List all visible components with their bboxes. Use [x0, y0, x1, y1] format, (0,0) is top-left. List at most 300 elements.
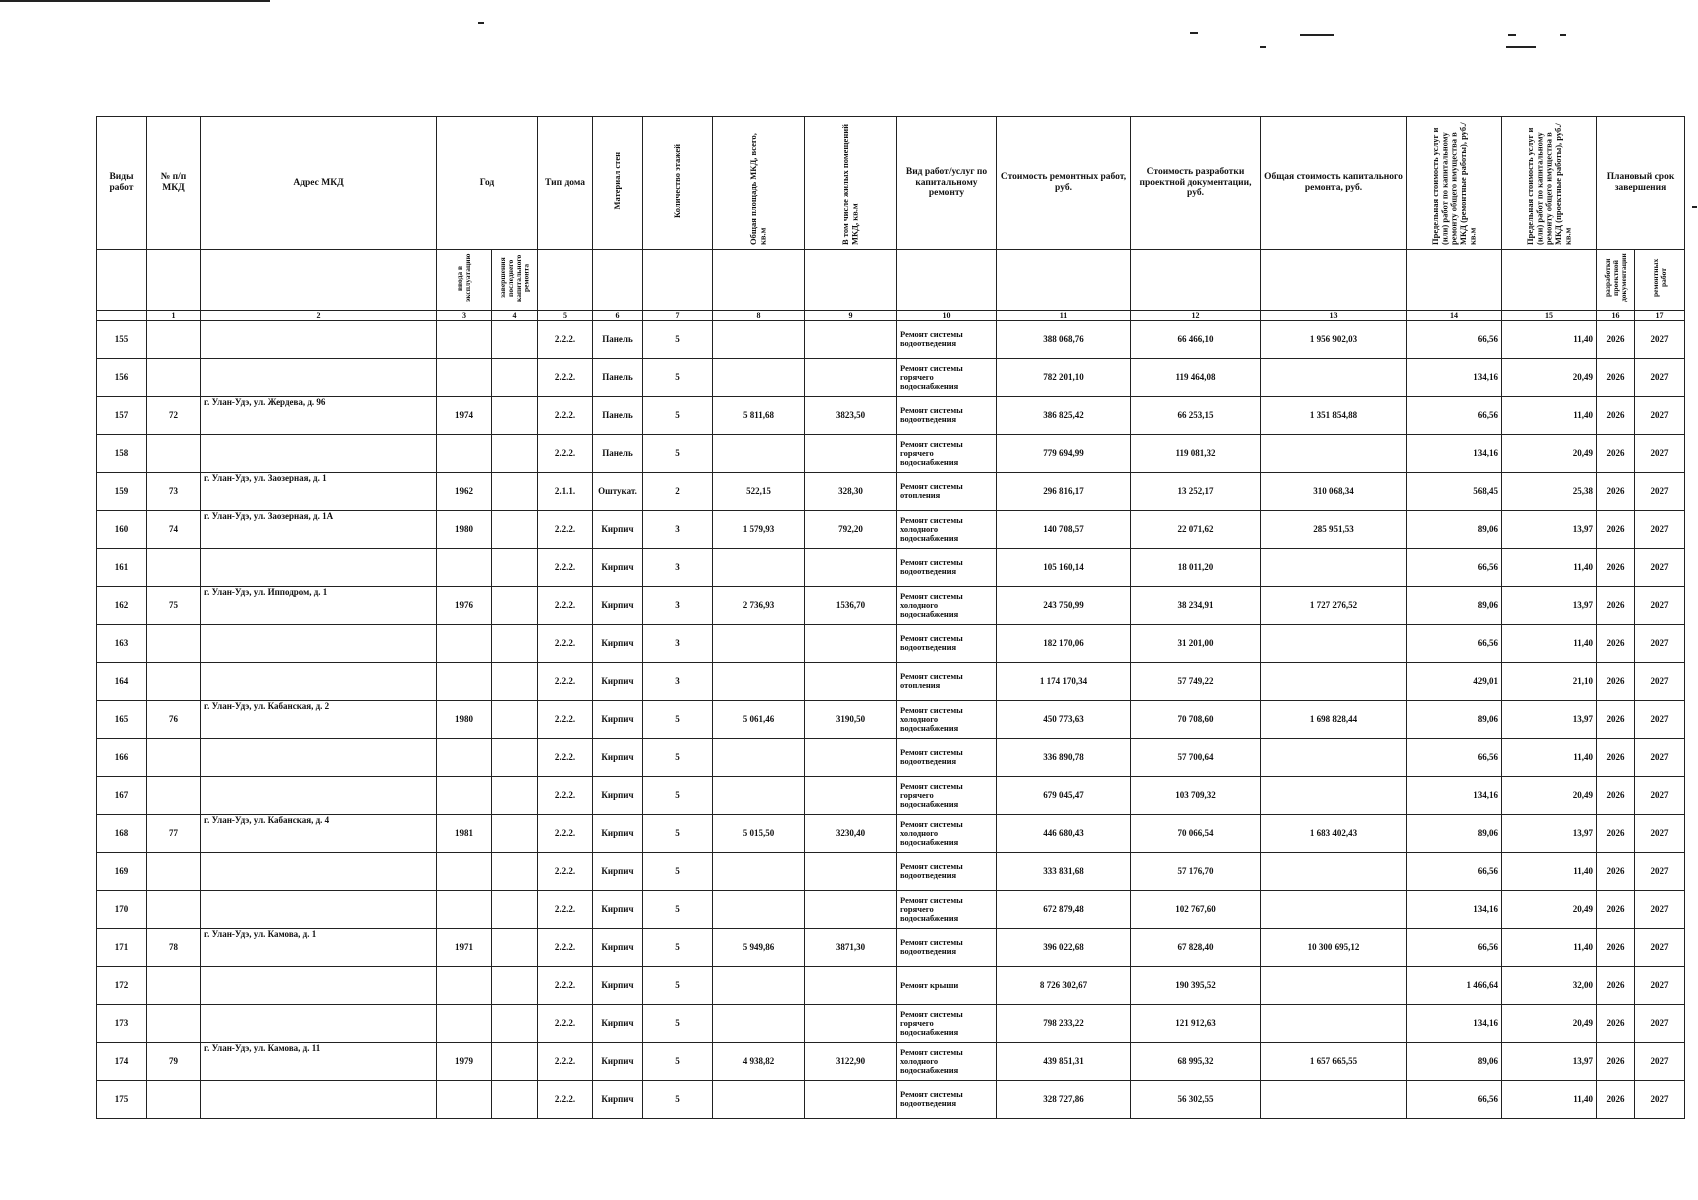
cell-deadline-design: 2026 [1597, 890, 1635, 928]
cell-address [201, 852, 437, 890]
cell-deadline-repair: 2027 [1635, 966, 1685, 1004]
cell-mkd-number [147, 624, 201, 662]
table-row [97, 1042, 1685, 1080]
cell-work-kind: Ремонт системы водоотведения [897, 852, 997, 890]
table-row [97, 738, 1685, 776]
cell-wall-material: Кирпич [593, 966, 643, 1004]
cell-limit-repair: 66,56 [1407, 1080, 1502, 1118]
cell-limit-design: 11,40 [1502, 320, 1597, 358]
cell-year-last-repair [492, 396, 538, 434]
table-row [97, 1080, 1685, 1118]
cell-repair-cost: 388 068,76 [997, 320, 1131, 358]
cell-limit-repair: 66,56 [1407, 738, 1502, 776]
cell-work-kind: Ремонт системы горячего водоснабжения [897, 358, 997, 396]
cell-limit-repair: 89,06 [1407, 586, 1502, 624]
cell-floors: 5 [643, 1004, 713, 1042]
cell-total-area [713, 548, 805, 586]
cell-address [201, 434, 437, 472]
header-deadline-repair: ремонтных работ [1635, 249, 1685, 310]
column-number: 11 [997, 310, 1131, 320]
cell-limit-repair: 66,56 [1407, 320, 1502, 358]
cell-living-area: 1536,70 [805, 586, 897, 624]
cell-mkd-number [147, 966, 201, 1004]
cell-wall-material: Кирпич [593, 548, 643, 586]
cell-total-area [713, 738, 805, 776]
cell-mkd-number [147, 890, 201, 928]
cell-year-last-repair [492, 624, 538, 662]
cell-year-last-repair [492, 320, 538, 358]
header-house-type: Тип дома [538, 117, 593, 250]
cell-limit-repair: 66,56 [1407, 928, 1502, 966]
cell-limit-repair: 134,16 [1407, 358, 1502, 396]
cell-work-kind: Ремонт системы водоотведения [897, 396, 997, 434]
cell-living-area [805, 548, 897, 586]
header-total-cost: Общая стоимость капитального ремонта, руб. [1261, 117, 1407, 250]
scan-mark [1692, 206, 1697, 208]
cell-total-area [713, 1004, 805, 1042]
cell-year-commissioned [437, 738, 492, 776]
header-year-last-repair: завершения последнего капитального ремонта [492, 249, 538, 310]
header-living-area: В том числе жилых помещений МКД, кв.м [805, 117, 897, 250]
cell-wall-material: Кирпич [593, 776, 643, 814]
cell-limit-repair: 89,06 [1407, 814, 1502, 852]
cell-house-type: 2.2.2. [538, 624, 593, 662]
cell-house-type: 2.2.2. [538, 434, 593, 472]
cell-repair-cost: 679 045,47 [997, 776, 1131, 814]
cell-deadline-repair: 2027 [1635, 852, 1685, 890]
cell-work-kind: Ремонт системы горячего водоснабжения [897, 776, 997, 814]
cell-deadline-repair: 2027 [1635, 434, 1685, 472]
cell-deadline-repair: 2027 [1635, 776, 1685, 814]
column-number: 8 [713, 310, 805, 320]
cell-year-commissioned [437, 358, 492, 396]
cell-deadline-design: 2026 [1597, 700, 1635, 738]
cell-total-cost [1261, 738, 1407, 776]
cell-total-cost: 1 727 276,52 [1261, 586, 1407, 624]
table-row [97, 814, 1685, 852]
cell-design-cost: 119 081,32 [1131, 434, 1261, 472]
cell-work-kind: Ремонт системы водоотведения [897, 624, 997, 662]
cell-year-commissioned [437, 662, 492, 700]
cell-floors: 5 [643, 320, 713, 358]
cell-year-last-repair [492, 434, 538, 472]
cell-total-cost [1261, 358, 1407, 396]
cell-work-kind: Ремонт системы холодного водоснабжения [897, 586, 997, 624]
header-work-kind: Вид работ/услуг по капитальному ремонту [897, 117, 997, 250]
cell-year-last-repair [492, 662, 538, 700]
cell-year-last-repair [492, 472, 538, 510]
cell-floors: 5 [643, 700, 713, 738]
cell-design-cost: 103 709,32 [1131, 776, 1261, 814]
cell-deadline-repair: 2027 [1635, 662, 1685, 700]
cell-limit-repair: 134,16 [1407, 434, 1502, 472]
column-number: 13 [1261, 310, 1407, 320]
column-number: 3 [437, 310, 492, 320]
cell-address: г. Улан-Удэ, ул. Кабанская, д. 4 [201, 814, 437, 852]
cell-repair-cost: 8 726 302,67 [997, 966, 1131, 1004]
cell-repair-cost: 1 174 170,34 [997, 662, 1131, 700]
cell-living-area: 792,20 [805, 510, 897, 548]
cell-row-number: 173 [97, 1004, 147, 1042]
cell-deadline-design: 2026 [1597, 928, 1635, 966]
cell-address: г. Улан-Удэ, ул. Заозерная, д. 1 [201, 472, 437, 510]
cell-living-area: 3122,90 [805, 1042, 897, 1080]
table-row [97, 320, 1685, 358]
table-row [97, 586, 1685, 624]
cell-year-last-repair [492, 1004, 538, 1042]
scan-mark [1300, 34, 1334, 36]
cell-address [201, 738, 437, 776]
cell-design-cost: 102 767,60 [1131, 890, 1261, 928]
cell-design-cost: 66 253,15 [1131, 396, 1261, 434]
cell-deadline-design: 2026 [1597, 434, 1635, 472]
cell-wall-material: Кирпич [593, 700, 643, 738]
cell-year-commissioned: 1976 [437, 586, 492, 624]
cell-repair-cost: 243 750,99 [997, 586, 1131, 624]
cell-house-type: 2.2.2. [538, 1080, 593, 1118]
cell-living-area: 3190,50 [805, 700, 897, 738]
cell-floors: 5 [643, 776, 713, 814]
cell-house-type: 2.2.2. [538, 586, 593, 624]
cell-wall-material: Кирпич [593, 662, 643, 700]
cell-row-number: 168 [97, 814, 147, 852]
cell-design-cost: 190 395,52 [1131, 966, 1261, 1004]
cell-row-number: 165 [97, 700, 147, 738]
cell-wall-material: Оштукат. [593, 472, 643, 510]
cell-total-area [713, 358, 805, 396]
cell-work-kind: Ремонт системы отопления [897, 662, 997, 700]
cell-year-commissioned [437, 434, 492, 472]
cell-address [201, 320, 437, 358]
cell-total-cost [1261, 890, 1407, 928]
cell-mkd-number: 72 [147, 396, 201, 434]
column-number: 14 [1407, 310, 1502, 320]
cell-year-commissioned [437, 320, 492, 358]
cell-row-number: 160 [97, 510, 147, 548]
table-row [97, 358, 1685, 396]
cell-limit-repair: 89,06 [1407, 510, 1502, 548]
table-row [97, 1004, 1685, 1042]
cell-design-cost: 13 252,17 [1131, 472, 1261, 510]
cell-limit-design: 20,49 [1502, 358, 1597, 396]
cell-deadline-design: 2026 [1597, 358, 1635, 396]
cell-deadline-repair: 2027 [1635, 1042, 1685, 1080]
cell-limit-design: 13,97 [1502, 814, 1597, 852]
cell-repair-cost: 105 160,14 [997, 548, 1131, 586]
cell-year-commissioned [437, 624, 492, 662]
cell-design-cost: 57 749,22 [1131, 662, 1261, 700]
cell-total-area: 5 061,46 [713, 700, 805, 738]
cell-total-area [713, 966, 805, 1004]
column-number: 12 [1131, 310, 1261, 320]
cell-limit-design: 11,40 [1502, 852, 1597, 890]
cell-mkd-number [147, 1080, 201, 1118]
cell-floors: 5 [643, 738, 713, 776]
cell-year-last-repair [492, 738, 538, 776]
cell-floors: 3 [643, 510, 713, 548]
cell-row-number: 166 [97, 738, 147, 776]
table-row [97, 510, 1685, 548]
cell-wall-material: Кирпич [593, 624, 643, 662]
cell-deadline-repair: 2027 [1635, 738, 1685, 776]
cell-address: г. Улан-Удэ, ул. Заозерная, д. 1А [201, 510, 437, 548]
cell-work-kind: Ремонт системы отопления [897, 472, 997, 510]
cell-deadline-design: 2026 [1597, 662, 1635, 700]
table-row [97, 852, 1685, 890]
cell-year-last-repair [492, 700, 538, 738]
column-number: 10 [897, 310, 997, 320]
cell-living-area [805, 966, 897, 1004]
cell-year-commissioned: 1971 [437, 928, 492, 966]
cell-deadline-repair: 2027 [1635, 1080, 1685, 1118]
cell-limit-repair: 134,16 [1407, 890, 1502, 928]
cell-floors: 5 [643, 1080, 713, 1118]
cell-total-cost: 1 956 902,03 [1261, 320, 1407, 358]
cell-total-area: 1 579,93 [713, 510, 805, 548]
cell-mkd-number: 75 [147, 586, 201, 624]
cell-living-area: 328,30 [805, 472, 897, 510]
cell-deadline-repair: 2027 [1635, 320, 1685, 358]
cell-design-cost: 57 700,64 [1131, 738, 1261, 776]
cell-design-cost: 70 066,54 [1131, 814, 1261, 852]
cell-floors: 5 [643, 852, 713, 890]
cell-repair-cost: 798 233,22 [997, 1004, 1131, 1042]
table-row [97, 434, 1685, 472]
cell-design-cost: 121 912,63 [1131, 1004, 1261, 1042]
cell-deadline-design: 2026 [1597, 814, 1635, 852]
cell-year-commissioned [437, 966, 492, 1004]
cell-wall-material: Панель [593, 434, 643, 472]
cell-living-area [805, 624, 897, 662]
cell-living-area: 3823,50 [805, 396, 897, 434]
cell-total-cost: 310 068,34 [1261, 472, 1407, 510]
cell-row-number: 170 [97, 890, 147, 928]
cell-mkd-number: 73 [147, 472, 201, 510]
header-work-types: Виды работ [97, 117, 147, 250]
cell-deadline-design: 2026 [1597, 1042, 1635, 1080]
cell-year-last-repair [492, 1042, 538, 1080]
cell-living-area: 3230,40 [805, 814, 897, 852]
header-year-commissioned: ввода в эксплуатацию [437, 249, 492, 310]
table-row [97, 662, 1685, 700]
cell-total-area [713, 776, 805, 814]
cell-work-kind: Ремонт крыши [897, 966, 997, 1004]
cell-address [201, 776, 437, 814]
cell-house-type: 2.2.2. [538, 396, 593, 434]
cell-deadline-repair: 2027 [1635, 624, 1685, 662]
cell-repair-cost: 439 851,31 [997, 1042, 1131, 1080]
cell-row-number: 167 [97, 776, 147, 814]
cell-row-number: 155 [97, 320, 147, 358]
cell-year-commissioned [437, 890, 492, 928]
cell-wall-material: Кирпич [593, 1004, 643, 1042]
header-limit-repair: Предельная стоимость услуг и (или) работ по капитальному ремонту общего имущества в МКД (ремонтные работы), руб./кв.м [1407, 117, 1502, 250]
cell-living-area [805, 776, 897, 814]
column-number: 7 [643, 310, 713, 320]
table-row [97, 624, 1685, 662]
cell-total-cost [1261, 852, 1407, 890]
cell-living-area: 3871,30 [805, 928, 897, 966]
cell-limit-design: 13,97 [1502, 510, 1597, 548]
cell-address: г. Улан-Удэ, ул. Ипподром, д. 1 [201, 586, 437, 624]
cell-limit-design: 25,38 [1502, 472, 1597, 510]
column-number: 16 [1597, 310, 1635, 320]
cell-house-type: 2.2.2. [538, 966, 593, 1004]
cell-wall-material: Кирпич [593, 586, 643, 624]
cell-work-kind: Ремонт системы холодного водоснабжения [897, 814, 997, 852]
cell-deadline-design: 2026 [1597, 548, 1635, 586]
cell-repair-cost: 450 773,63 [997, 700, 1131, 738]
cell-address [201, 662, 437, 700]
cell-floors: 2 [643, 472, 713, 510]
column-number: 17 [1635, 310, 1685, 320]
cell-row-number: 175 [97, 1080, 147, 1118]
cell-address [201, 548, 437, 586]
cell-total-cost [1261, 966, 1407, 1004]
cell-total-cost: 1 683 402,43 [1261, 814, 1407, 852]
cell-row-number: 156 [97, 358, 147, 396]
cell-total-cost [1261, 548, 1407, 586]
scan-mark [1506, 46, 1536, 48]
table-row [97, 548, 1685, 586]
cell-year-last-repair [492, 586, 538, 624]
header-address: Адрес МКД [201, 117, 437, 250]
cell-limit-design: 20,49 [1502, 1004, 1597, 1042]
cell-deadline-design: 2026 [1597, 738, 1635, 776]
cell-deadline-repair: 2027 [1635, 396, 1685, 434]
cell-limit-repair: 89,06 [1407, 1042, 1502, 1080]
cell-mkd-number [147, 358, 201, 396]
cell-limit-repair: 1 466,64 [1407, 966, 1502, 1004]
cell-floors: 5 [643, 890, 713, 928]
cell-limit-repair: 89,06 [1407, 700, 1502, 738]
table-row [97, 776, 1685, 814]
cell-total-cost [1261, 776, 1407, 814]
column-number: 4 [492, 310, 538, 320]
cell-limit-design: 20,49 [1502, 434, 1597, 472]
cell-design-cost: 68 995,32 [1131, 1042, 1261, 1080]
cell-mkd-number [147, 548, 201, 586]
cell-mkd-number: 76 [147, 700, 201, 738]
cell-limit-repair: 66,56 [1407, 396, 1502, 434]
cell-house-type: 2.2.2. [538, 548, 593, 586]
cell-house-type: 2.2.2. [538, 700, 593, 738]
cell-year-last-repair [492, 358, 538, 396]
cell-living-area [805, 852, 897, 890]
cell-work-kind: Ремонт системы горячего водоснабжения [897, 890, 997, 928]
cell-total-area: 522,15 [713, 472, 805, 510]
cell-row-number: 157 [97, 396, 147, 434]
cell-limit-design: 20,49 [1502, 890, 1597, 928]
column-number: 15 [1502, 310, 1597, 320]
cell-row-number: 164 [97, 662, 147, 700]
cell-wall-material: Кирпич [593, 1080, 643, 1118]
cell-total-area: 4 938,82 [713, 1042, 805, 1080]
cell-wall-material: Панель [593, 320, 643, 358]
cell-total-area [713, 320, 805, 358]
cell-mkd-number [147, 662, 201, 700]
cell-limit-design: 11,40 [1502, 624, 1597, 662]
cell-address [201, 966, 437, 1004]
cell-repair-cost: 182 170,06 [997, 624, 1131, 662]
header-total-area: Общая площадь МКД, всего, кв.м [713, 117, 805, 250]
cell-year-last-repair [492, 510, 538, 548]
cell-design-cost: 66 466,10 [1131, 320, 1261, 358]
scan-mark [1190, 32, 1198, 34]
cell-address [201, 358, 437, 396]
cell-address: г. Улан-Удэ, ул. Камова, д. 1 [201, 928, 437, 966]
cell-mkd-number [147, 852, 201, 890]
cell-living-area [805, 1080, 897, 1118]
cell-deadline-design: 2026 [1597, 396, 1635, 434]
cell-work-kind: Ремонт системы водоотведения [897, 928, 997, 966]
cell-floors: 3 [643, 624, 713, 662]
cell-repair-cost: 296 816,17 [997, 472, 1131, 510]
cell-year-last-repair [492, 1080, 538, 1118]
table-row [97, 966, 1685, 1004]
cell-address [201, 624, 437, 662]
cell-floors: 3 [643, 662, 713, 700]
cell-work-kind: Ремонт системы холодного водоснабжения [897, 1042, 997, 1080]
cell-address [201, 890, 437, 928]
cell-living-area [805, 662, 897, 700]
scan-mark [1260, 46, 1266, 48]
cell-mkd-number [147, 776, 201, 814]
cell-repair-cost: 779 694,99 [997, 434, 1131, 472]
cell-limit-design: 21,10 [1502, 662, 1597, 700]
cell-house-type: 2.2.2. [538, 1004, 593, 1042]
column-number: 5 [538, 310, 593, 320]
cell-wall-material: Кирпич [593, 852, 643, 890]
cell-repair-cost: 336 890,78 [997, 738, 1131, 776]
cell-year-commissioned [437, 1004, 492, 1042]
cell-repair-cost: 333 831,68 [997, 852, 1131, 890]
header-mkd-number: № п/п МКД [147, 117, 201, 250]
cell-mkd-number: 79 [147, 1042, 201, 1080]
cell-wall-material: Кирпич [593, 738, 643, 776]
cell-repair-cost: 672 879,48 [997, 890, 1131, 928]
cell-repair-cost: 782 201,10 [997, 358, 1131, 396]
cell-row-number: 169 [97, 852, 147, 890]
cell-house-type: 2.2.2. [538, 662, 593, 700]
table-row [97, 472, 1685, 510]
scan-mark [1508, 34, 1516, 36]
cell-address: г. Улан-Удэ, ул. Кабанская, д. 2 [201, 700, 437, 738]
cell-deadline-repair: 2027 [1635, 510, 1685, 548]
cell-mkd-number [147, 320, 201, 358]
cell-wall-material: Кирпич [593, 814, 643, 852]
column-number: 9 [805, 310, 897, 320]
table-row [97, 928, 1685, 966]
cell-total-cost: 1 657 665,55 [1261, 1042, 1407, 1080]
cell-mkd-number [147, 434, 201, 472]
cell-total-cost: 1 351 854,88 [1261, 396, 1407, 434]
cell-total-cost [1261, 1004, 1407, 1042]
cell-row-number: 171 [97, 928, 147, 966]
cell-floors: 5 [643, 358, 713, 396]
cell-deadline-repair: 2027 [1635, 928, 1685, 966]
cell-limit-repair: 134,16 [1407, 776, 1502, 814]
column-number: 2 [201, 310, 437, 320]
cell-year-commissioned [437, 548, 492, 586]
cell-address [201, 1004, 437, 1042]
cell-house-type: 2.2.2. [538, 320, 593, 358]
cell-limit-design: 13,97 [1502, 1042, 1597, 1080]
cell-design-cost: 57 176,70 [1131, 852, 1261, 890]
cell-year-commissioned: 1980 [437, 700, 492, 738]
cell-deadline-design: 2026 [1597, 1080, 1635, 1118]
table-body [97, 320, 1685, 1118]
